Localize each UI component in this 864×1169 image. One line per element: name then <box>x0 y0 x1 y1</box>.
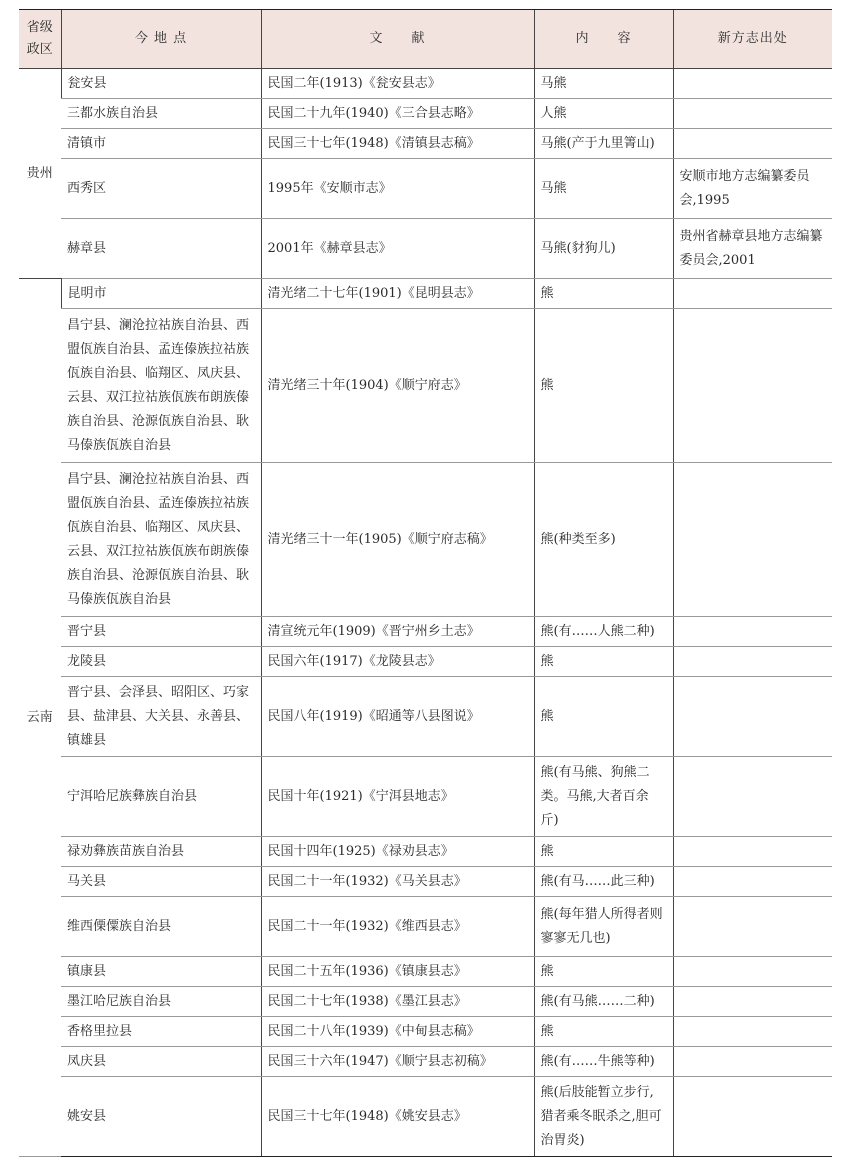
content-cell: 熊(后肢能暂立步行,猎者乘冬眠杀之,胆可治胃炎) <box>534 1077 673 1157</box>
source-cell: 民国六年(1917)《龙陵县志》 <box>261 647 534 677</box>
source-cell: 民国三十七年(1948)《清镇县志稿》 <box>261 129 534 159</box>
place-cell: 晋宁县 <box>61 617 261 647</box>
new-gazetteer-cell <box>673 279 832 309</box>
new-gazetteer-cell <box>673 129 832 159</box>
source-cell: 2001年《赫章县志》 <box>261 219 534 279</box>
place-cell: 镇康县 <box>61 957 261 987</box>
content-cell: 熊(有马……此三种) <box>534 867 673 897</box>
source-cell: 民国八年(1919)《昭通等八县图说》 <box>261 677 534 757</box>
place-cell: 宁洱哈尼族彝族自治县 <box>61 757 261 837</box>
content-cell: 马熊 <box>534 69 673 99</box>
header-new-gazetteer: 新方志出处 <box>673 10 832 69</box>
place-cell: 晋宁县、会泽县、昭阳区、巧家县、盐津县、大关县、永善县、镇雄县 <box>61 677 261 757</box>
content-cell: 熊 <box>534 677 673 757</box>
content-cell: 熊 <box>534 1017 673 1047</box>
table-row <box>19 129 832 159</box>
place-cell: 赫章县 <box>61 219 261 279</box>
source-cell: 民国十四年(1925)《禄劝县志》 <box>261 837 534 867</box>
place-cell: 三都水族自治县 <box>61 99 261 129</box>
place-cell: 清镇市 <box>61 129 261 159</box>
header-province-line2: 政区 <box>26 42 53 57</box>
table-row <box>19 1077 832 1157</box>
table-row <box>19 1017 832 1047</box>
table-header-row <box>19 10 832 69</box>
table-row <box>19 897 832 957</box>
place-cell: 维西傈僳族自治县 <box>61 897 261 957</box>
content-cell: 熊(有……人熊二种) <box>534 617 673 647</box>
table-row <box>19 309 832 463</box>
source-cell: 民国二十五年(1936)《镇康县志》 <box>261 957 534 987</box>
source-cell: 民国二十一年(1932)《维西县志》 <box>261 897 534 957</box>
header-province-line1: 省级 <box>26 20 53 35</box>
source-cell: 民国二年(1913)《瓮安县志》 <box>261 69 534 99</box>
source-cell: 民国三十六年(1947)《顺宁县志初稿》 <box>261 1047 534 1077</box>
new-gazetteer-cell <box>673 987 832 1017</box>
new-gazetteer-cell <box>673 99 832 129</box>
new-gazetteer-cell <box>673 617 832 647</box>
content-cell: 熊 <box>534 309 673 463</box>
header-content: 内 容 <box>534 10 673 69</box>
table-row <box>19 279 832 309</box>
source-cell: 民国十年(1921)《宁洱县地志》 <box>261 757 534 837</box>
new-gazetteer-cell <box>673 647 832 677</box>
source-cell: 民国二十一年(1932)《马关县志》 <box>261 867 534 897</box>
place-cell: 马关县 <box>61 867 261 897</box>
new-gazetteer-cell <box>673 837 832 867</box>
province-cell-guizhou: 贵州 <box>19 69 61 279</box>
table-row <box>19 99 832 129</box>
place-cell: 昌宁县、澜沧拉祜族自治县、西盟佤族自治县、孟连傣族拉祜族佤族自治县、临翔区、凤庆县、云县、双江拉祜族佤族布朗族傣族自治县、沧源佤族自治县、耿马傣族佤族自治县 <box>61 463 261 617</box>
new-gazetteer-cell <box>673 867 832 897</box>
new-gazetteer-cell <box>673 677 832 757</box>
content-cell: 马熊 <box>534 159 673 219</box>
content-cell: 马熊(产于九里箐山) <box>534 129 673 159</box>
table-row <box>19 1047 832 1077</box>
source-cell: 1995年《安顺市志》 <box>261 159 534 219</box>
place-cell: 昌宁县、澜沧拉祜族自治县、西盟佤族自治县、孟连傣族拉祜族佤族自治县、临翔区、凤庆县、云县、双江拉祜族佤族布朗族傣族自治县、沧源佤族自治县、耿马傣族佤族自治县 <box>61 309 261 463</box>
table-row <box>19 837 832 867</box>
table-row <box>19 463 832 617</box>
source-cell: 民国二十八年(1939)《中甸县志稿》 <box>261 1017 534 1047</box>
source-cell: 清宣统元年(1909)《晋宁州乡土志》 <box>261 617 534 647</box>
table-row <box>19 159 832 219</box>
new-gazetteer-cell: 贵州省赫章县地方志编纂委员会,2001 <box>673 219 832 279</box>
content-cell: 熊 <box>534 279 673 309</box>
new-gazetteer-cell <box>673 1047 832 1077</box>
province-cell-yunnan: 云南 <box>19 279 61 1157</box>
source-cell: 清光绪二十七年(1901)《昆明县志》 <box>261 279 534 309</box>
place-cell: 禄劝彝族苗族自治县 <box>61 837 261 867</box>
content-cell: 熊 <box>534 647 673 677</box>
content-cell: 熊(有马熊……二种) <box>534 987 673 1017</box>
place-cell: 姚安县 <box>61 1077 261 1157</box>
new-gazetteer-cell <box>673 897 832 957</box>
new-gazetteer-cell <box>673 957 832 987</box>
new-gazetteer-cell <box>673 463 832 617</box>
table-row <box>19 647 832 677</box>
content-cell: 马熊(豺狗儿) <box>534 219 673 279</box>
content-cell: 熊 <box>534 957 673 987</box>
header-province <box>19 10 61 69</box>
source-cell: 清光绪三十年(1904)《顺宁府志》 <box>261 309 534 463</box>
place-cell: 龙陵县 <box>61 647 261 677</box>
source-cell: 民国二十九年(1940)《三合县志略》 <box>261 99 534 129</box>
new-gazetteer-cell <box>673 1017 832 1047</box>
table-row <box>19 219 832 279</box>
new-gazetteer-cell <box>673 69 832 99</box>
content-cell: 熊(种类至多) <box>534 463 673 617</box>
table-row <box>19 617 832 647</box>
content-cell: 人熊 <box>534 99 673 129</box>
source-cell: 民国三十七年(1948)《姚安县志》 <box>261 1077 534 1157</box>
header-place: 今 地 点 <box>61 10 261 69</box>
source-cell: 民国二十七年(1938)《墨江县志》 <box>261 987 534 1017</box>
gazetteer-table <box>19 9 832 1157</box>
table-row <box>19 957 832 987</box>
place-cell: 瓮安县 <box>61 69 261 99</box>
table-row <box>19 757 832 837</box>
content-cell: 熊(每年猎人所得者则寥寥无几也) <box>534 897 673 957</box>
table-row <box>19 987 832 1017</box>
content-cell: 熊(有马熊、狗熊二类。马熊,大者百余斤) <box>534 757 673 837</box>
place-cell: 凤庆县 <box>61 1047 261 1077</box>
content-cell: 熊 <box>534 837 673 867</box>
new-gazetteer-cell: 安顺市地方志编纂委员会,1995 <box>673 159 832 219</box>
table-row <box>19 677 832 757</box>
place-cell: 墨江哈尼族自治县 <box>61 987 261 1017</box>
new-gazetteer-cell <box>673 309 832 463</box>
place-cell: 西秀区 <box>61 159 261 219</box>
source-cell: 清光绪三十一年(1905)《顺宁府志稿》 <box>261 463 534 617</box>
table-row <box>19 69 832 99</box>
new-gazetteer-cell <box>673 757 832 837</box>
header-source: 文 献 <box>261 10 534 69</box>
place-cell: 昆明市 <box>61 279 261 309</box>
table-row <box>19 867 832 897</box>
place-cell: 香格里拉县 <box>61 1017 261 1047</box>
new-gazetteer-cell <box>673 1077 832 1157</box>
content-cell: 熊(有……牛熊等种) <box>534 1047 673 1077</box>
